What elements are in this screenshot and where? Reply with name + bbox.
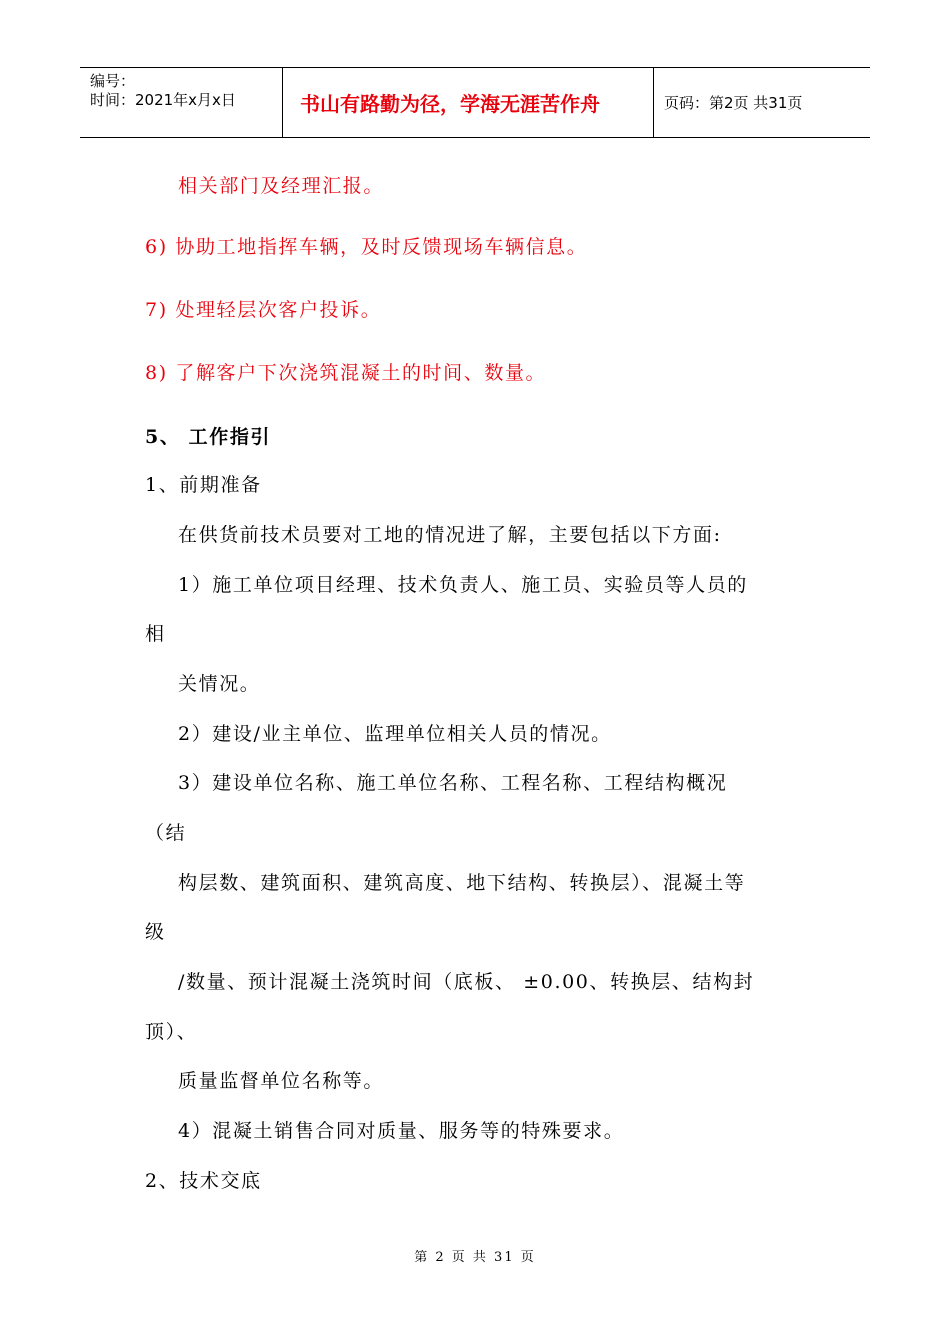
paragraph-line: （结 [145, 822, 187, 844]
page-footer: 第 2 页 共 31 页 [414, 1250, 536, 1265]
paragraph-line: 相 [145, 623, 166, 645]
list-item-8: 8) 了解客户下次浇筑混凝土的时间、数量。 [145, 362, 547, 384]
paragraph-line: 级 [145, 921, 166, 943]
paragraph-line: 构层数、建筑面积、建筑高度、地下结构、转换层）、混凝土等 [178, 872, 746, 894]
list-item-7: 7) 处理轻层次客户投诉。 [145, 299, 382, 321]
paragraph-line: 质量监督单位名称等。 [178, 1070, 385, 1092]
subsection-heading-2: 2、技术交底 [145, 1170, 262, 1192]
paragraph-line: 1）施工单位项目经理、技术负责人、施工员、实验员等人员的 [178, 574, 748, 596]
paragraph-intro: 在供货前技术员要对工地的情况进了解，主要包括以下方面: [178, 524, 722, 546]
paragraph-line: 2）建设/业主单位、监理单位相关人员的情况。 [178, 723, 612, 745]
header-center-cell [283, 68, 654, 137]
header-right-cell [654, 68, 870, 137]
paragraph-line: 相关部门及经理汇报。 [178, 175, 385, 197]
subsection-heading-1: 1、前期准备 [145, 474, 262, 496]
section-heading-5: 5、 工作指引 [145, 426, 272, 448]
paragraph-line: 3）建设单位名称、施工单位名称、工程名称、工程结构概况 [178, 772, 728, 794]
document-number-label: 编号： [90, 72, 136, 90]
list-item-6: 6) 协助工地指挥车辆，及时反馈现场车辆信息。 [145, 236, 588, 258]
paragraph-line: 关情况。 [178, 673, 261, 695]
header-motto: 书山有路勤为径，学海无涯苦作舟 [300, 92, 600, 116]
header-page-info: 页码：第2页 共31页 [664, 94, 803, 112]
paragraph-line: 顶）、 [145, 1021, 198, 1043]
document-date: 时间：2021年x月x日 [90, 91, 236, 109]
header-left-cell [80, 68, 283, 137]
paragraph-line: /数量、预计混凝土浇筑时间（底板、 ±0.00、转换层、结构封 [178, 971, 755, 993]
page-header [80, 67, 870, 138]
paragraph-line: 4）混凝土销售合同对质量、服务等的特殊要求。 [178, 1120, 625, 1142]
